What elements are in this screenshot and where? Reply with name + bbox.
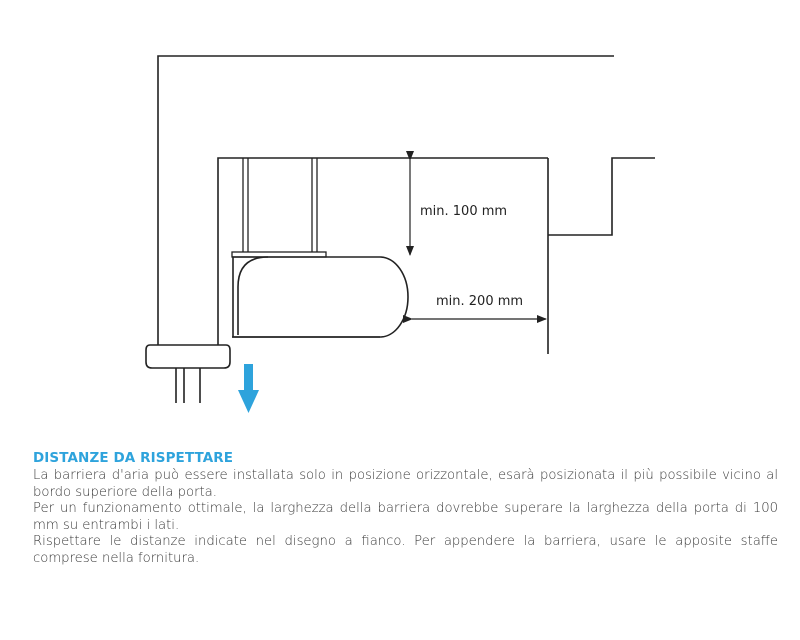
dimension-vertical-label: min. 100 mm — [420, 204, 508, 219]
door-frame — [146, 345, 230, 403]
mounting-bracket — [232, 158, 326, 257]
dimension-horizontal-label: min. 200 mm — [436, 294, 524, 309]
paragraph-distances: Rispettare le distanze indicate nel disegno a fianco. Per appendere la barriera, usare le apposite staffe comprese nella fornitura. — [33, 534, 778, 566]
info-section — [33, 450, 778, 567]
section-heading: DISTANZE DA RISPETTARE — [33, 450, 234, 466]
air-curtain-unit — [232, 257, 408, 337]
paragraph-width: Per un funzionamento ottimale, la larghezza della barriera dovrebbe superare la larghezza della porta di 100 mm su entrambi i lati. — [33, 501, 778, 533]
paragraph-installation: La barriera d'aria può essere installata solo in posizione orizzontale, esarà posizionata il più possibile vicino al bordo superiore della porta. — [33, 468, 778, 500]
airflow-arrow — [238, 364, 259, 413]
